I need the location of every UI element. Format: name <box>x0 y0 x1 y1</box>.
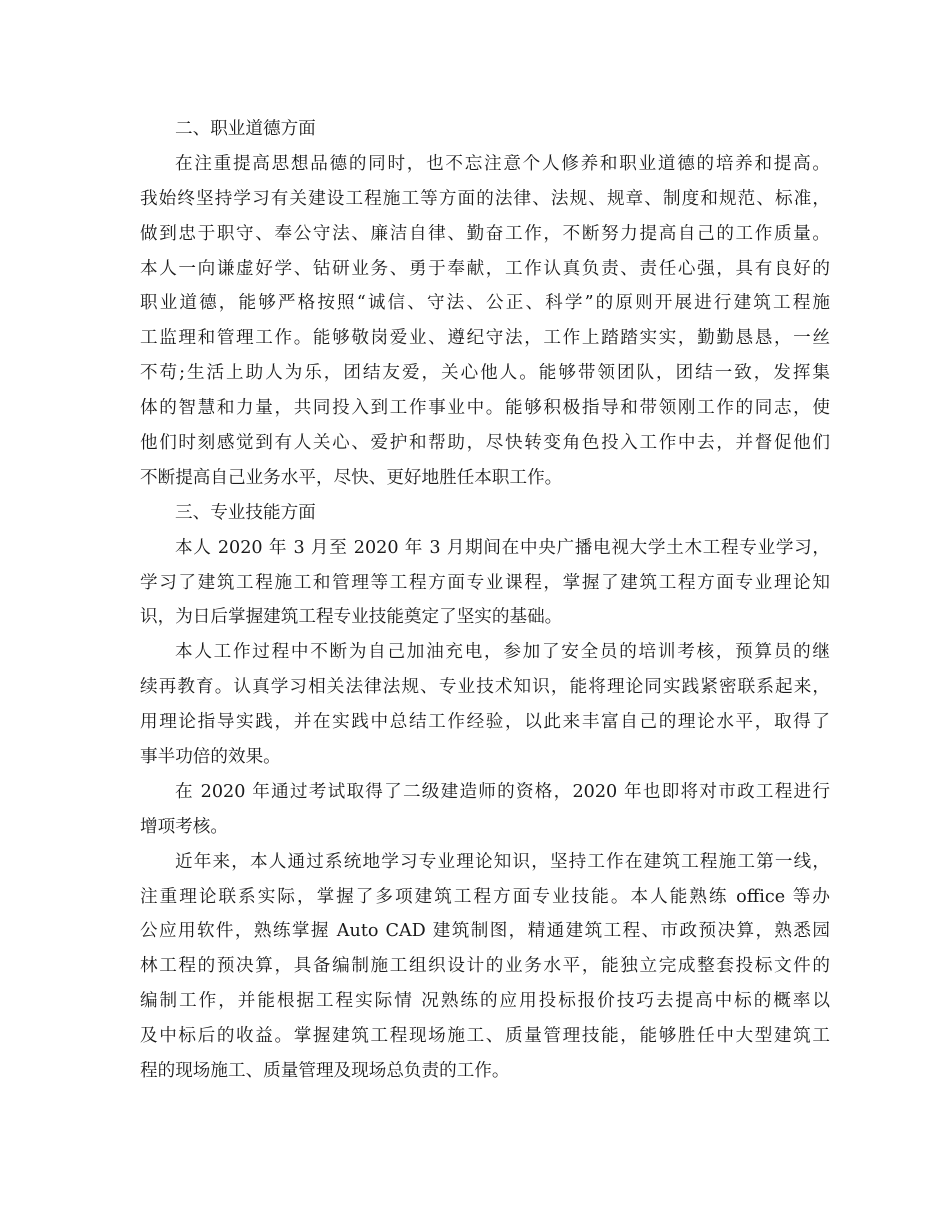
text-line: 三、专业技能方面 <box>175 502 316 523</box>
text-line: 他们时刻感觉到有人关心、爱护和帮助，尽快转变角色投入工作中去，并督促他们 <box>140 433 830 454</box>
text-line: 我始终坚持学习有关建设工程施工等方面的法律、法规、规章、制度和规范、标准， <box>140 188 830 209</box>
text-line: 本人 2020 年 3 月至 2020 年 3 月期间在中央广播电视大学土木工程专业学习， <box>175 537 830 558</box>
text-line: 在 2020 年通过考试取得了二级建造师的资格，2020 年也即将对市政工程进行 <box>175 781 830 802</box>
text-line: 体的智慧和力量，共同投入到工作事业中。能够积极指导和带领刚工作的同志，使 <box>140 398 830 419</box>
text-line: 林工程的预决算，具备编制施工组织设计的业务水平，能独立完成整套投标文件的 <box>140 956 830 977</box>
text-line: 工监理和管理工作。能够敬岗爱业、遵纪守法，工作上踏踏实实，勤勤恳恳，一丝 <box>140 328 830 349</box>
document-body <box>140 112 830 1089</box>
text-line: 续再教育。认真学习相关法律法规、专业技术知识，能将理论同实践紧密联系起来， <box>140 677 830 698</box>
text-line: 识，为日后掌握建筑工程专业技能奠定了坚实的基础。 <box>140 607 563 628</box>
text-line: 职业道德，能够严格按照“诚信、守法、公正、科学”的原则开展进行建筑工程施 <box>140 293 830 314</box>
text-line: 在注重提高思想品德的同时，也不忘注意个人修养和职业道德的培养和提高。 <box>175 153 830 174</box>
text-line: 不断提高自己业务水平，尽快、更好地胜任本职工作。 <box>140 467 563 488</box>
text-line: 注重理论联系实际，掌握了多项建筑工程方面专业技能。本人能熟练 office 等办 <box>140 886 830 907</box>
text-line: 公应用软件，熟练掌握 Auto CAD 建筑制图，精通建筑工程、市政预决算，熟悉园 <box>140 921 830 942</box>
text-line: 学习了建筑工程施工和管理等工程方面专业课程，掌握了建筑工程方面专业理论知 <box>140 572 830 593</box>
text-line: 编制工作，并能根据工程实际情 况熟练的应用投标报价技巧去提高中标的概率以 <box>140 991 830 1012</box>
text-line: 及中标后的收益。掌握建筑工程现场施工、质量管理技能，能够胜任中大型建筑工 <box>140 1026 830 1047</box>
text-line: 二、职业道德方面 <box>175 119 316 139</box>
text-line: 程的现场施工、质量管理及现场总负责的工作。 <box>140 1061 510 1082</box>
text-line: 本人工作过程中不断为自己加油充电，参加了安全员的培训考核，预算员的继 <box>175 642 830 663</box>
text-line: 做到忠于职守、奉公守法、廉洁自律、勤奋工作，不断努力提高自己的工作质量。 <box>140 223 830 244</box>
text-line: 增项考核。 <box>140 816 228 837</box>
text-line: 本人一向谦虚好学、钻研业务、勇于奉献，工作认真负责、责任心强，具有良好的 <box>140 258 830 279</box>
text-line: 事半功倍的效果。 <box>140 747 281 768</box>
text-line: 不苟;生活上助人为乐，团结友爱，关心他人。能够带领团队，团结一致，发挥集 <box>140 363 830 384</box>
text-line: 近年来，本人通过系统地学习专业理论知识，坚持工作在建筑工程施工第一线， <box>175 851 830 872</box>
text-line: 用理论指导实践，并在实践中总结工作经验，以此来丰富自己的理论水平，取得了 <box>140 712 830 733</box>
